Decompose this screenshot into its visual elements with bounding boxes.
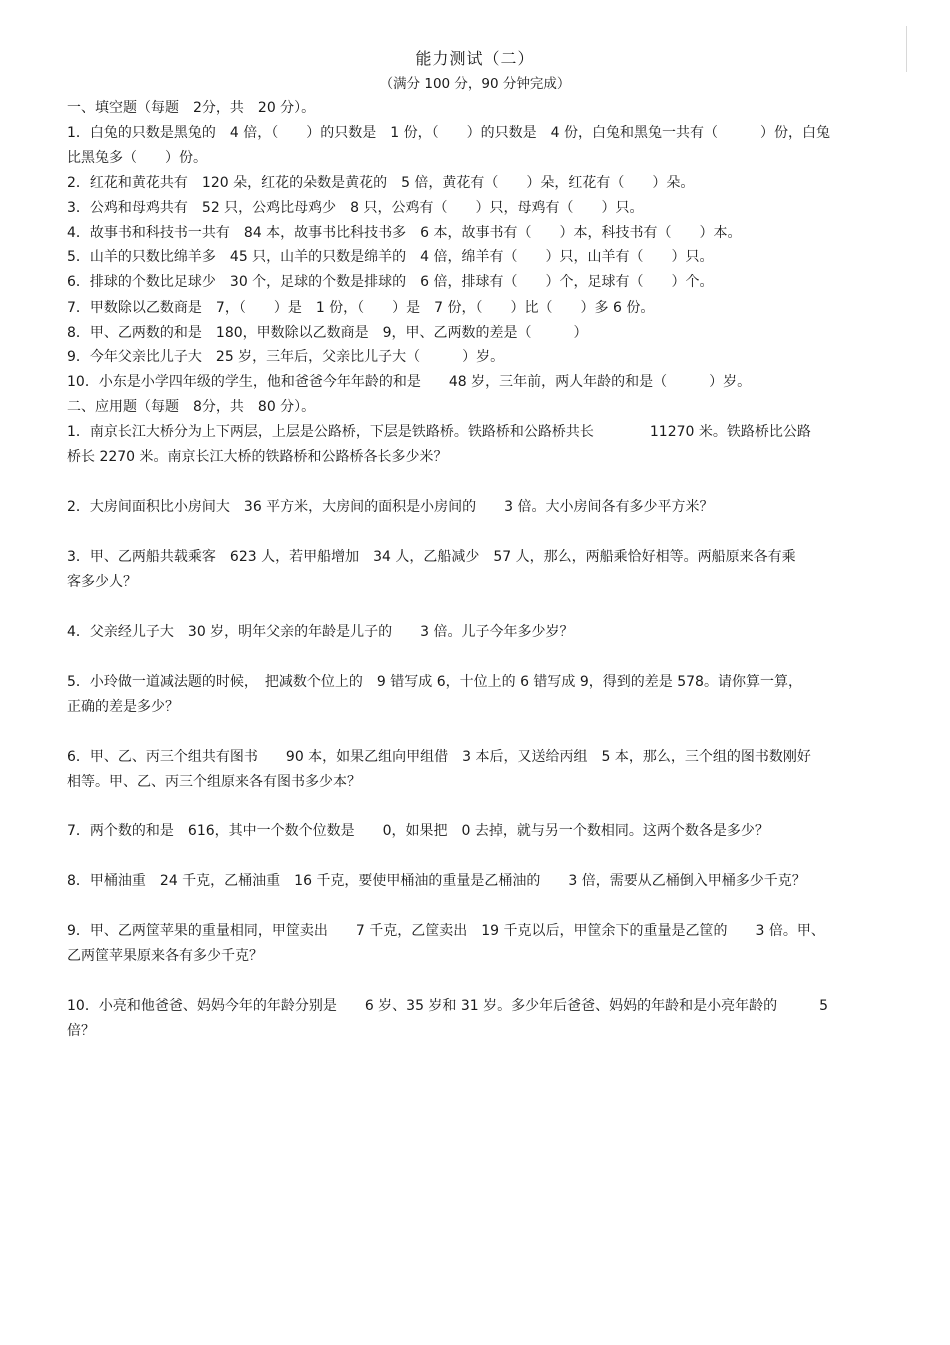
section1-question-7: 7．甲数除以乙数商是 7，（ ）是 1 份，（ ）是 7 份，（ ）比（ ）多 6 份。	[67, 300, 655, 316]
section1-question-1-line-1: 1．白兔的只数是黑兔的 4 倍，（ ）的只数是 1 份，（ ）的只数是 4 份，白兔和黑兔一共有（ ）份，白兔	[67, 125, 830, 141]
section2-question-9-line-2: 乙两筐苹果原来各有多少千克？	[67, 948, 263, 964]
section1-question-9: 9．今年父亲比儿子大 25 岁，三年后，父亲比儿子大（ ）岁。	[67, 349, 505, 365]
section2-question-6-line-1: 6．甲、乙、丙三个组共有图书 90 本，如果乙组向甲组借 3 本后，又送给丙组 5 本，那么，三个组的图书数刚好	[67, 749, 811, 765]
section2-question-5-line-1: 5．小玲做一道减法题的时候， 把减数个位上的 9 错写成 6，十位上的 6 错写成 9，得到的差是 578。请你算一算，	[67, 674, 802, 690]
section2-question-5-line-2: 正确的差是多少？	[67, 699, 179, 715]
section2-question-10-line-2: 倍？	[67, 1023, 95, 1039]
page-subtitle: （满分 100 分，90 分钟完成）	[379, 76, 571, 92]
section2-question-1-line-2: 桥长 2270 米。南京长江大桥的铁路桥和公路桥各长多少米？	[67, 449, 448, 465]
section2-question-6-line-2: 相等。甲、乙、丙三个组原来各有图书多少本？	[67, 774, 361, 790]
section2-question-1-line-1: 1．南京长江大桥分为上下两层，上层是公路桥，下层是铁路桥。铁路桥和公路桥共长 11270 米。铁路桥比公路	[67, 424, 811, 440]
section2-question-7: 7．两个数的和是 616，其中一个数个位数是 0，如果把 0 去掉，就与另一个数相同。这两个数各是多少？	[67, 823, 769, 839]
section1-question-2: 2．红花和黄花共有 120 朵，红花的朵数是黄花的 5 倍，黄花有（ ）朵，红花有（ ）朵。	[67, 175, 695, 191]
section2-question-3-line-1: 3．甲、乙两船共载乘客 623 人，若甲船增加 34 人，乙船减少 57 人，那么，两船乘恰好相等。两船原来各有乘	[67, 549, 796, 565]
section2-question-10-line-1: 10．小亮和他爸爸、妈妈今年的年龄分别是 6 岁、35 岁和 31 岁。多少年后爸爸、妈妈的年龄和是小亮年龄的 5	[67, 998, 829, 1014]
section1-question-6: 6．排球的个数比足球少 30 个，足球的个数是排球的 6 倍，排球有（ ）个，足球有（ ）个。	[67, 274, 714, 290]
page-title: 能力测试（二）	[415, 49, 535, 68]
section1-question-10: 10．小东是小学四年级的学生，他和爸爸今年年龄的和是 48 岁，三年前，两人年龄的和是（ ）岁。	[67, 374, 752, 390]
section2-question-3-line-2: 客多少人？	[67, 574, 137, 590]
section2-question-4: 4．父亲经儿子大 30 岁，明年父亲的年龄是儿子的 3 倍。儿子今年多少岁？	[67, 624, 574, 640]
section1-question-8: 8．甲、乙两数的和是 180，甲数除以乙数商是 9，甲、乙两数的差是（ ）	[67, 325, 588, 341]
section1-question-4: 4．故事书和科技书一共有 84 本，故事书比科技书多 6 本，故事书有（ ）本，科技书有（ ）本。	[67, 225, 742, 241]
section2-heading: 二、应用题（每题 8分，共 80 分）。	[67, 399, 316, 415]
section2-question-9-line-1: 9．甲、乙两筐苹果的重量相同，甲筐卖出 7 千克，乙筐卖出 19 千克以后，甲筐余下的重量是乙筐的 3 倍。甲、	[67, 923, 825, 939]
section1-question-1-line-2: 比黑兔多（ ）份。	[67, 150, 207, 166]
section2-question-8: 8．甲桶油重 24 千克，乙桶油重 16 千克，要使甲桶油的重量是乙桶油的 3 倍，需要从乙桶倒入甲桶多少千克？	[67, 873, 806, 889]
section1-question-5: 5．山羊的只数比绵羊多 45 只，山羊的只数是绵羊的 4 倍，绵羊有（ ）只，山羊有（ ）只。	[67, 249, 714, 265]
section1-heading: 一、填空题（每题 2分，共 20 分）。	[67, 100, 316, 116]
section2-question-2: 2．大房间面积比小房间大 36 平方米，大房间的面积是小房间的 3 倍。大小房间各有多少平方米？	[67, 499, 714, 515]
section1-question-3: 3．公鸡和母鸡共有 52 只，公鸡比母鸡少 8 只，公鸡有（ ）只，母鸡有（ ）只。	[67, 200, 644, 216]
